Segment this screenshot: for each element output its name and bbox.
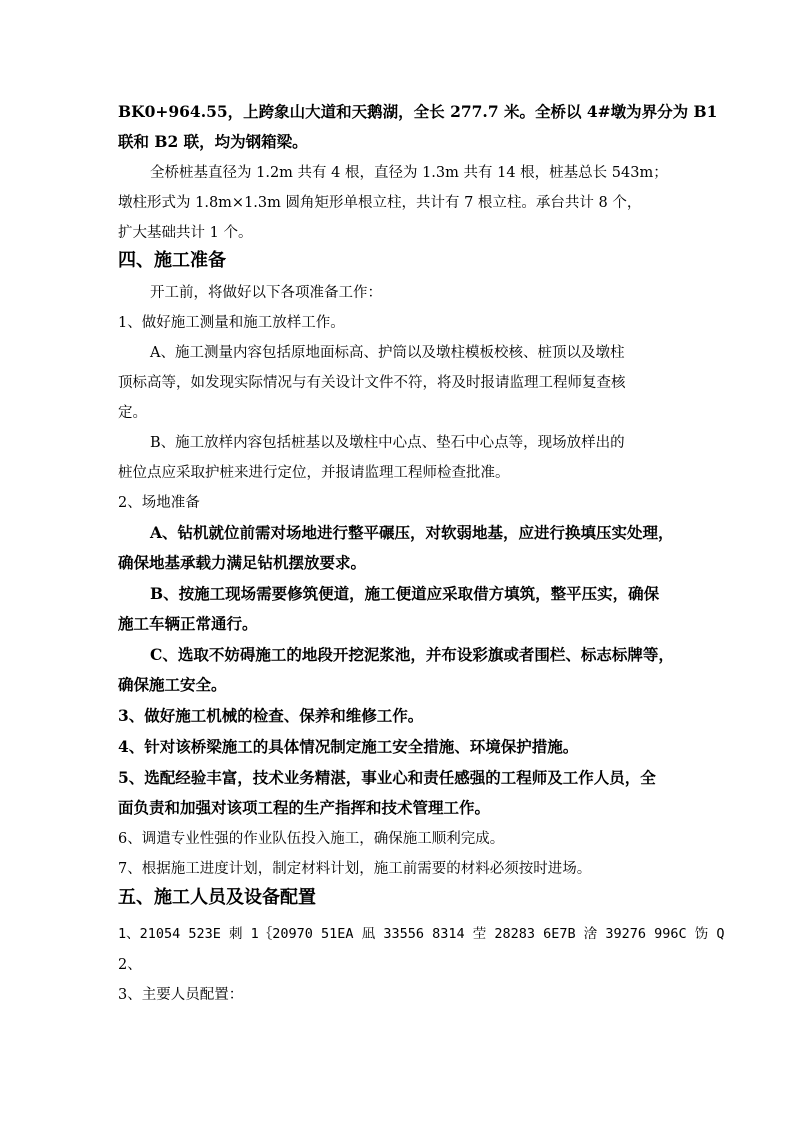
item-7: 7、根据施工进度计划，制定材料计划，施工前需要的材料必须按时进场。 [118, 861, 592, 877]
section-4-intro: 开工前，将做好以下各项准备工作： [150, 285, 382, 301]
section-5-heading: 五、施工人员及设备配置 [118, 887, 316, 908]
item-1-a-line-1: A、施工测量内容包括原地面标高、护筒以及墩柱模板校核、桩顶以及墩柱 [150, 345, 625, 361]
item-1-a-line-2: 顶标高等，如发现实际情况与有关设计文件不符，将及时报请监理工程师复查核 [118, 375, 626, 391]
item-2-a-line-2: 确保地基承载力满足钻机摆放要求。 [118, 553, 367, 572]
item-2-c-line-1: C、选取不妨碍施工的地段开挖泥浆池，并布设彩旗或者围栏、标志标牌等， [150, 645, 674, 664]
section-5-item-3: 3、主要人员配置： [118, 987, 244, 1003]
item-3: 3、做好施工机械的检查、保养和维修工作。 [118, 706, 424, 725]
intro-line-2: 联和 B2 联，均为钢箱梁。 [118, 132, 308, 151]
piles-line-1: 全桥桩基直径为 1.2m 共有 4 根，直径为 1.3m 共有 14 根，桩基总长 543m； [150, 165, 668, 181]
item-2-c-line-2: 确保施工安全。 [118, 675, 227, 694]
piles-line-3: 扩大基础共计 1 个。 [118, 225, 253, 241]
item-2-title: 2、场地准备 [118, 495, 200, 511]
item-1-a-line-3: 定。 [118, 405, 147, 421]
item-1-b-line-1: B、施工放样内容包括桩基以及墩柱中心点、垫石中心点等，现场放样出的 [150, 435, 625, 451]
section-4-heading: 四、施工准备 [118, 250, 226, 271]
intro-line-1: BK0+964.55，上跨象山大道和天鹅湖，全长 277.7 米。全桥以 4#墩为界分为 B1 [118, 102, 718, 121]
section-5-item-1: 1、21054 523E 刺 1｛20970 51EA 凪 33556 8314 茔 28283 6E7B 涻 39276 996C 饬 Q [118, 926, 725, 942]
item-2-b-line-2: 施工车辆正常通行。 [118, 614, 258, 633]
item-2-a-line-1: A、钻机就位前需对场地进行整平碾压，对软弱地基，应进行换填压实处理， [150, 523, 674, 542]
item-1-title: 1、做好施工测量和施工放样工作。 [118, 315, 345, 331]
item-4: 4、针对该桥梁施工的具体情况制定施工安全措施、环境保护措施。 [118, 737, 579, 756]
item-5-line-2: 面负责和加强对该项工程的生产指挥和技术管理工作。 [118, 798, 491, 817]
item-6: 6、调遣专业性强的作业队伍投入施工，确保施工顺利完成。 [118, 831, 505, 847]
item-1-b-line-2: 桩位点应采取护桩来进行定位，并报请监理工程师检查批准。 [118, 465, 510, 481]
item-5-line-1: 5、选配经验丰富，技术业务精湛，事业心和责任感强的工程师及工作人员，全 [118, 768, 656, 787]
section-5-item-2: 2、 [118, 957, 142, 973]
piles-line-2: 墩柱形式为 1.8m×1.3m 圆角矩形单根立柱，共计有 7 根立柱。承台共计 8 个， [118, 195, 642, 211]
item-2-b-line-1: B、按施工现场需要修筑便道，施工便道应采取借方填筑，整平压实，确保 [150, 584, 660, 603]
